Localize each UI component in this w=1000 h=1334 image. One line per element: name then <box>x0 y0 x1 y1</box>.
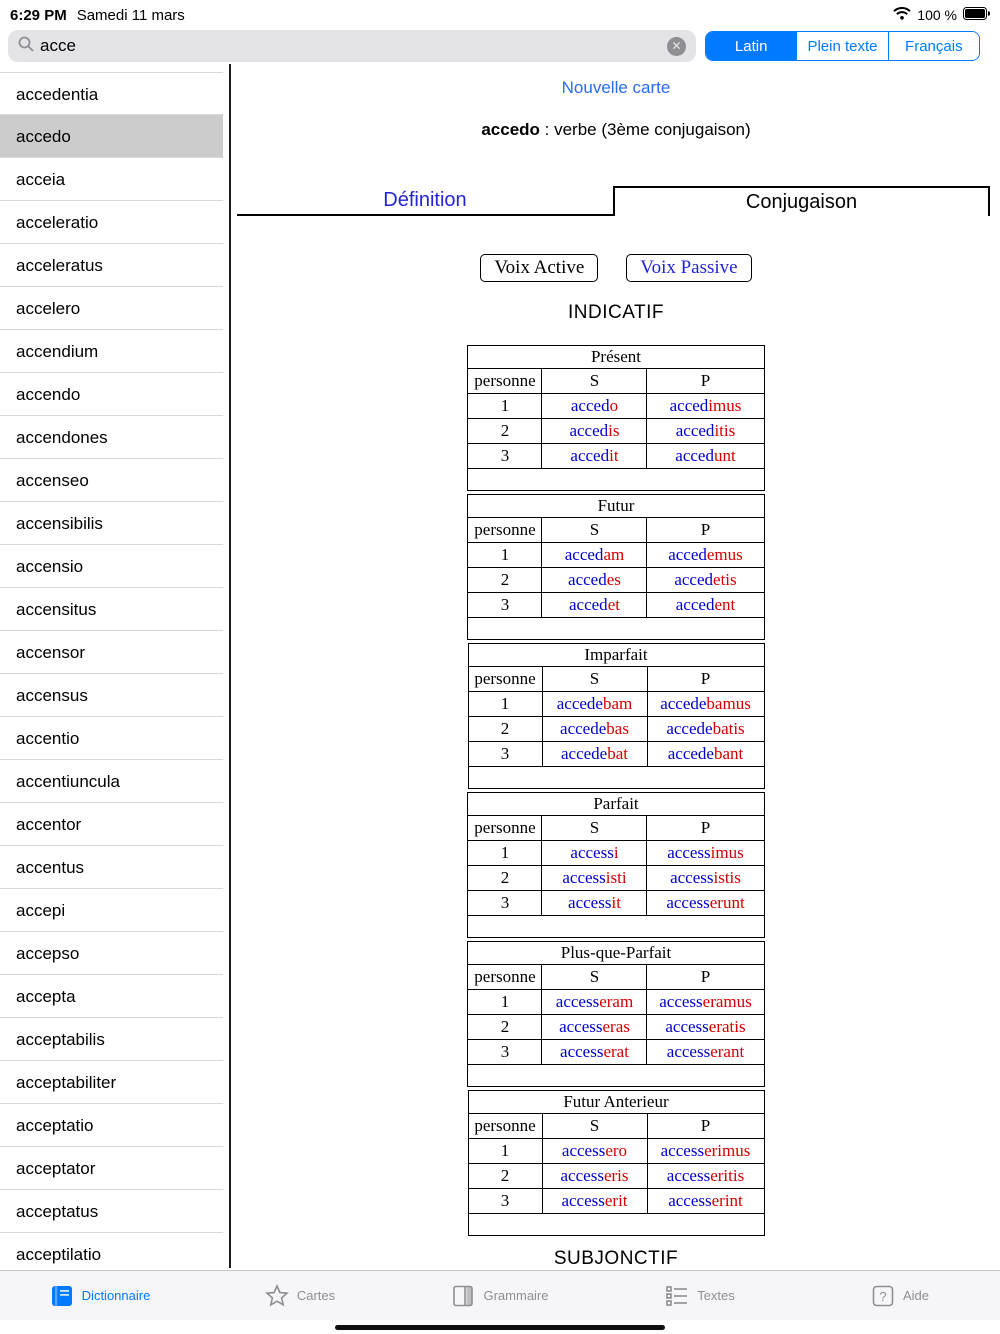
person-number: 3 <box>468 1189 542 1214</box>
plural-form <box>647 394 764 419</box>
spacer-row <box>468 916 764 938</box>
plural-form <box>647 593 764 618</box>
tab-label: Textes <box>697 1288 735 1303</box>
person-number: 2 <box>468 717 542 742</box>
word-stem: acced <box>675 595 715 614</box>
singular-form <box>542 717 647 742</box>
list-item[interactable]: accelero <box>0 287 223 330</box>
singular-form <box>542 891 647 916</box>
person-number: 1 <box>468 1139 542 1164</box>
plural-form <box>647 1040 764 1065</box>
table-title: Parfait <box>468 793 764 816</box>
home-indicator[interactable] <box>335 1325 665 1330</box>
singular-form <box>542 841 647 866</box>
word-stem: access <box>668 1191 712 1210</box>
voix-active-button[interactable]: Voix Active <box>480 254 598 282</box>
word-stem: accede <box>660 694 707 713</box>
plural-form <box>647 1015 764 1040</box>
list-item[interactable]: accendones <box>0 416 223 459</box>
word-stem: access <box>560 1166 604 1185</box>
date: Samedi 11 mars <box>76 6 185 24</box>
word-stem: acced <box>569 595 608 614</box>
word-stem: access <box>665 1017 709 1036</box>
list-item[interactable]: accensio <box>0 545 223 588</box>
word-stem: acced <box>569 421 609 440</box>
word-ending: unt <box>713 446 736 465</box>
word-stem: access <box>666 1042 711 1061</box>
word-ending: eras <box>602 1017 630 1036</box>
list-item[interactable]: acceptatio <box>0 1104 223 1147</box>
table-title: Plus-que-Parfait <box>468 942 764 965</box>
word-ending: eramus <box>702 992 752 1011</box>
list-item[interactable]: accentiuncula <box>0 760 223 803</box>
sidebar-divider <box>229 64 231 1268</box>
singular-form <box>542 742 647 767</box>
list-item[interactable]: acceptabilis <box>0 1018 223 1061</box>
word-ending: imus <box>710 843 744 862</box>
plural-header: P <box>647 369 764 394</box>
word-ending: erat <box>603 1042 629 1061</box>
word-stem: access <box>660 1141 705 1160</box>
list-item[interactable]: accedentia <box>0 72 223 115</box>
next-mood-title: SUBJONCTIF <box>553 1248 679 1269</box>
word-ending: et <box>607 595 620 614</box>
list-item[interactable]: acceia <box>0 158 223 201</box>
person-number: 3 <box>468 444 542 469</box>
plural-form <box>647 841 764 866</box>
singular-header: S <box>542 518 647 543</box>
word-ending: emus <box>706 545 743 564</box>
word-ending: eratis <box>708 1017 746 1036</box>
person-number: 2 <box>468 1015 542 1040</box>
table-row <box>468 568 764 593</box>
list-item[interactable]: accepi <box>0 889 223 932</box>
search-field[interactable] <box>8 30 696 62</box>
word-ending: erit <box>604 1191 628 1210</box>
table-row <box>468 717 764 742</box>
word-stem: access <box>659 992 703 1011</box>
person-header: personne <box>468 1114 542 1139</box>
word-ending: eris <box>603 1166 629 1185</box>
word-stem: access <box>667 843 711 862</box>
singular-form <box>542 692 647 717</box>
word-stem: accede <box>560 719 607 738</box>
person-number: 3 <box>468 593 542 618</box>
list-item[interactable]: accentio <box>0 717 223 760</box>
tab-label: Cartes <box>296 1288 336 1303</box>
plural-form <box>647 717 764 742</box>
plural-form <box>647 866 764 891</box>
tab-label: Aide <box>902 1288 930 1303</box>
plural-header: P <box>647 667 764 692</box>
word-ending: batis <box>712 719 745 738</box>
word-ending: o <box>609 396 619 415</box>
table-row <box>468 543 764 568</box>
battery-icon <box>963 7 990 23</box>
list-item[interactable]: acceptilatio <box>0 1233 223 1270</box>
word-stem: accede <box>556 694 603 713</box>
word-ending: bant <box>713 744 744 763</box>
word-stem: accede <box>666 719 713 738</box>
word-ending: it <box>609 446 619 465</box>
plural-form <box>647 1139 764 1164</box>
singular-form <box>542 444 647 469</box>
tab-conjugaison[interactable]: Conjugaison <box>613 186 990 216</box>
word-ending: isti <box>605 868 627 887</box>
list-item[interactable]: accenseo <box>0 459 223 502</box>
person-header: personne <box>468 816 542 841</box>
singular-form <box>542 990 647 1015</box>
plural-form <box>647 543 764 568</box>
singular-header: S <box>542 1114 647 1139</box>
headword-line <box>232 120 1000 140</box>
list-item[interactable]: acceptatus <box>0 1190 223 1233</box>
singular-form <box>542 866 647 891</box>
list-item[interactable]: accendium <box>0 330 223 373</box>
singular-header: S <box>542 369 647 394</box>
word-stem: access <box>559 1017 603 1036</box>
table-row <box>468 692 764 717</box>
segment-francais[interactable]: Français <box>889 32 979 60</box>
list-item[interactable]: accentus <box>0 846 223 889</box>
singular-form <box>542 593 647 618</box>
plural-form <box>647 742 764 767</box>
table-row <box>468 593 764 618</box>
plural-form <box>647 990 764 1015</box>
bottom-tab-bar <box>0 1270 1000 1320</box>
list-item[interactable]: acceleratus <box>0 244 223 287</box>
singular-header: S <box>542 965 647 990</box>
table-row <box>468 990 764 1015</box>
conjugation-table <box>467 345 764 491</box>
person-number: 3 <box>468 1040 542 1065</box>
search-icon <box>18 36 34 57</box>
list-item[interactable]: accepta <box>0 975 223 1018</box>
word-ending: bamus <box>706 694 751 713</box>
plural-form <box>647 1164 764 1189</box>
conjugation-table <box>467 494 764 640</box>
tab-dictionnaire[interactable] <box>0 1271 200 1320</box>
singular-header: S <box>542 667 647 692</box>
word-stem: access <box>666 1166 711 1185</box>
person-number: 2 <box>468 568 542 593</box>
person-number: 1 <box>468 841 542 866</box>
tab-aide[interactable] <box>800 1271 1000 1320</box>
svg-text:?: ? <box>879 1288 887 1304</box>
tab-label: Grammaire <box>483 1288 549 1303</box>
list-item[interactable]: accendo <box>0 373 223 416</box>
word-ending: ent <box>714 595 736 614</box>
word-ending: erint <box>711 1191 743 1210</box>
word-ending: etis <box>713 570 737 589</box>
tab-label: Dictionnaire <box>81 1288 151 1303</box>
tab-textes[interactable] <box>600 1271 800 1320</box>
singular-form <box>542 1040 647 1065</box>
table-row <box>468 1015 764 1040</box>
person-number: 1 <box>468 692 542 717</box>
tab-definition[interactable]: Définition <box>237 186 613 216</box>
word-stem: acced <box>669 396 709 415</box>
person-number: 1 <box>468 990 542 1015</box>
tab-grammaire[interactable] <box>400 1271 600 1320</box>
star-icon <box>265 1284 289 1307</box>
table-row <box>468 1040 764 1065</box>
list-item[interactable]: accensitus <box>0 588 223 631</box>
spacer-row <box>468 767 764 789</box>
tab-cartes[interactable] <box>200 1271 400 1320</box>
word-stem: access <box>568 893 612 912</box>
table-title: Futur Anterieur <box>468 1091 764 1114</box>
word-stem: access <box>570 843 614 862</box>
word-ending: ero <box>605 1141 628 1160</box>
header <box>0 28 1000 64</box>
word-list <box>0 64 223 1270</box>
voix-passive-button[interactable]: Voix Passive <box>626 254 751 282</box>
table-title: Présent <box>468 346 764 369</box>
spacer-row <box>468 1065 764 1087</box>
word-ending: bat <box>607 744 628 763</box>
plural-form <box>647 692 764 717</box>
conjugation-table <box>468 643 765 789</box>
list-item[interactable]: acceleratio <box>0 201 223 244</box>
clock: 6:29 PM <box>10 6 67 24</box>
spacer-row <box>468 618 764 640</box>
search-scope-segmented-control <box>705 31 980 61</box>
list-item[interactable]: accensor <box>0 631 223 674</box>
table-row <box>468 742 764 767</box>
mood-title: INDICATIF <box>568 302 664 323</box>
table-row <box>468 866 764 891</box>
plural-header: P <box>647 965 764 990</box>
new-card-link[interactable]: Nouvelle carte <box>561 78 671 97</box>
person-number: 3 <box>468 891 542 916</box>
segment-plein-texte[interactable]: Plein texte <box>797 32 888 60</box>
word-ending: imus <box>708 396 742 415</box>
word-stem: acced <box>568 570 607 589</box>
search-input[interactable] <box>40 36 661 56</box>
plural-form <box>647 444 764 469</box>
table-row <box>468 444 764 469</box>
plural-header: P <box>647 518 764 543</box>
word-stem: acced <box>675 446 714 465</box>
plural-form <box>647 568 764 593</box>
word-ending: i <box>613 843 619 862</box>
word-stem: access <box>561 1191 605 1210</box>
conjugation-table <box>467 941 764 1087</box>
grammar-book-icon <box>451 1285 475 1307</box>
table-title: Futur <box>468 495 764 518</box>
word-stem: acced <box>570 396 610 415</box>
list-item[interactable]: acceptator <box>0 1147 223 1190</box>
person-number: 2 <box>468 1164 542 1189</box>
word-ending: it <box>611 893 621 912</box>
word-ending: es <box>606 570 621 589</box>
word-stem: accede <box>667 744 714 763</box>
word-stem: access <box>561 1141 606 1160</box>
main-panel <box>232 64 1000 1270</box>
singular-form <box>542 1139 647 1164</box>
list-item[interactable]: accentor <box>0 803 223 846</box>
word-ending: erant <box>710 1042 745 1061</box>
word-stem: accede <box>560 744 608 763</box>
word-stem: acced <box>564 545 604 564</box>
singular-form <box>542 394 647 419</box>
word-ending: eram <box>599 992 634 1011</box>
list-item[interactable]: accensus <box>0 674 223 717</box>
singular-header: S <box>542 816 647 841</box>
table-row <box>468 891 764 916</box>
headword: accedo <box>481 120 540 139</box>
singular-form <box>542 568 647 593</box>
plural-form <box>647 891 764 916</box>
list-item[interactable]: accepso <box>0 932 223 975</box>
plural-form <box>647 419 764 444</box>
word-ending: am <box>603 545 625 564</box>
word-stem: acced <box>668 545 707 564</box>
list-icon <box>665 1285 689 1307</box>
word-stem: access <box>670 868 714 887</box>
person-number: 1 <box>468 394 542 419</box>
singular-form <box>542 1015 647 1040</box>
book-icon <box>50 1285 74 1307</box>
word-ending: bas <box>606 719 629 738</box>
person-number: 2 <box>468 866 542 891</box>
table-title: Imparfait <box>468 644 764 667</box>
word-stem: acced <box>570 446 610 465</box>
person-header: personne <box>468 965 542 990</box>
word-ending: bam <box>602 694 633 713</box>
word-ending: is <box>608 421 620 440</box>
spacer-row <box>468 1214 764 1236</box>
table-row <box>468 1164 764 1189</box>
table-row <box>468 394 764 419</box>
list-item[interactable]: acceptabiliter <box>0 1061 223 1104</box>
person-number: 2 <box>468 419 542 444</box>
plural-form <box>647 1189 764 1214</box>
word-ending: erimus <box>704 1141 751 1160</box>
table-row <box>468 1139 764 1164</box>
singular-form <box>542 543 647 568</box>
wifi-icon <box>893 7 911 23</box>
conjugation-tables <box>232 345 1000 1239</box>
spacer-row <box>468 469 764 491</box>
singular-form <box>542 419 647 444</box>
singular-form <box>542 1164 647 1189</box>
detail-tabs <box>237 186 990 216</box>
person-header: personne <box>468 369 542 394</box>
word-ending: itis <box>714 421 736 440</box>
help-icon <box>871 1285 895 1307</box>
list-item[interactable]: accedo <box>0 115 223 158</box>
word-stem: access <box>666 893 710 912</box>
status-bar <box>0 0 1000 28</box>
plural-header: P <box>647 1114 764 1139</box>
table-row <box>468 1189 764 1214</box>
battery-percent: 100 % <box>917 7 957 23</box>
voice-buttons <box>232 254 1000 282</box>
word-stem: access <box>560 1042 604 1061</box>
conjugation-table <box>467 792 764 938</box>
list-item[interactable]: accensibilis <box>0 502 223 545</box>
word-ending: erunt <box>709 893 745 912</box>
singular-form <box>542 1189 647 1214</box>
person-number: 3 <box>468 742 542 767</box>
word-stem: acced <box>674 570 714 589</box>
word-stem: acced <box>675 421 715 440</box>
conjugation-table <box>468 1090 765 1236</box>
word-stem: access <box>562 868 606 887</box>
headword-description: : verbe (3ème conjugaison) <box>539 120 751 139</box>
person-header: personne <box>468 518 542 543</box>
segment-latin[interactable]: Latin <box>706 32 797 60</box>
plural-header: P <box>647 816 764 841</box>
person-header: personne <box>468 667 542 692</box>
word-ending: istis <box>713 868 741 887</box>
person-number: 1 <box>468 543 542 568</box>
word-stem: access <box>555 992 600 1011</box>
table-row <box>468 841 764 866</box>
table-row <box>468 419 764 444</box>
clear-search-icon[interactable]: ✕ <box>667 37 686 56</box>
word-ending: eritis <box>710 1166 745 1185</box>
